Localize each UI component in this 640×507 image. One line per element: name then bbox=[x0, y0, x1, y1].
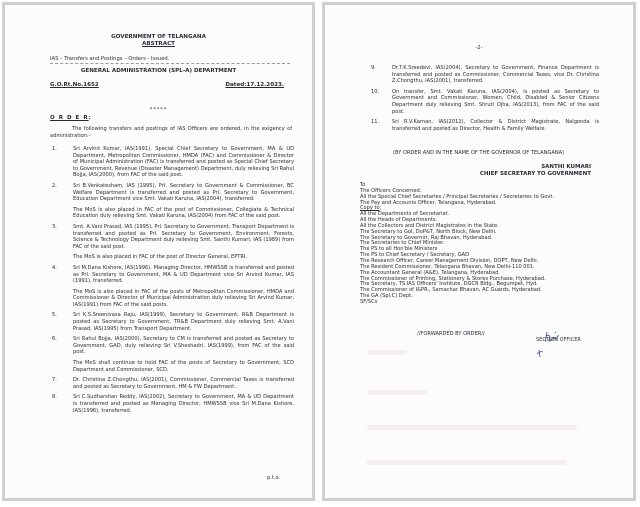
recipient-line: The Accountant General (A&E), Telangana, Hyderabad. bbox=[360, 269, 500, 276]
order-item bbox=[52, 336, 294, 373]
government-heading: GOVERNMENT OF TELANGANA bbox=[111, 34, 206, 40]
recipient-line: The Officers Concerned. bbox=[360, 187, 422, 194]
document-page-2 bbox=[322, 2, 636, 501]
by-order-line: (BY ORDER AND IN THE NAME OF THE GOVERNOR OF TELANGANA) bbox=[393, 150, 565, 156]
order-item bbox=[52, 146, 294, 179]
subject-line: IAS – Transfers and Postings – Orders - Issued. bbox=[50, 56, 170, 62]
item-body bbox=[392, 119, 599, 132]
dated: Dated:17.12.2023. bbox=[225, 82, 284, 88]
recipient-line: The GA (Spl.C) Dept. bbox=[360, 293, 413, 300]
abstract-heading: ABSTRACT bbox=[142, 41, 175, 47]
bleed-through bbox=[367, 350, 407, 355]
item-body bbox=[73, 265, 294, 309]
recipient-line: SF/SCs bbox=[360, 298, 378, 305]
order-intro: The following transfers and postings of IAS Officers are ordered, in the exigency of administration:- bbox=[50, 126, 292, 139]
recipient-line: The Secretary to Governor, Raj Bhavan, Hyderabad. bbox=[360, 234, 493, 241]
item-paragraph: Sri Arvind Kumar, IAS(1991), Special Chief Secretary to Government, MA & UD Department, Metropolitan Commissioner, HMDA (FAC) and Commissioner & Director of Municipal Administration (FAC) is transferred and posted as Special Chief Secretary to Government, Revenue (Disaster Management) Department, duly relieving Sri Rahul Bojja, IAS(2000), from FAC of the said post. bbox=[73, 146, 294, 179]
order-label: O R D E R bbox=[50, 115, 89, 121]
item-number: 1. bbox=[52, 146, 57, 152]
recipient-line: The PS to all Hon'ble Ministers bbox=[360, 246, 438, 253]
item-paragraph: Sri C.Sudharshan Reddy, IAS(2002), Secretary to Government, MA & UD Department is transferred and posted as Managing Director, HMWSSB vice Sri M.Dana Kishore, IAS(1996), transferred. bbox=[73, 394, 294, 414]
item-number: 3. bbox=[52, 223, 57, 230]
recipient-line: The Commissioner of Printing, Stationery & Stores Purchase, Hyderabad. bbox=[360, 275, 546, 282]
distribution-list bbox=[360, 183, 620, 306]
item-number: 10. bbox=[371, 88, 380, 95]
order-items-page-2 bbox=[371, 65, 599, 136]
item-paragraph: Sri R.V.Karnan, IAS(2012), Collector & District Magistrate, Nalgonda is transferred and posted as Director, Health & Family Welfare. bbox=[392, 119, 599, 132]
copy-to-colon: : bbox=[379, 205, 382, 212]
order-item bbox=[371, 65, 599, 85]
item-body bbox=[73, 377, 294, 390]
item-paragraph: Sri M.Dana Kishore, IAS(1996), Managing Director, HMWSSB is transferred and posted as Prl. Secretary to Government, MA & UD Department vice Sri Arvind Kumar, IAS (1991), transferred. bbox=[73, 264, 294, 285]
item-number: 9. bbox=[371, 65, 376, 71]
item-body bbox=[73, 336, 294, 373]
order-item bbox=[52, 394, 294, 414]
item-body bbox=[73, 146, 294, 179]
document-page-1 bbox=[2, 2, 315, 501]
item-number: 2. bbox=[52, 182, 57, 189]
recipient-line: The Research Officer, Career Management Division, DOPT, New Delhi. bbox=[360, 257, 539, 264]
to-recipients bbox=[360, 189, 620, 207]
copy-to-recipients bbox=[360, 212, 620, 306]
recipient-line: The Secretary, TS IAS Officers' Institute, DGCR Bldg., Begumpet, Hyd. bbox=[360, 281, 538, 288]
recipient-line: All the Departments of Secretariat. bbox=[360, 211, 450, 218]
item-body bbox=[392, 89, 599, 115]
recipient-line: The Secretaries to Chief Minister. bbox=[360, 240, 445, 247]
item-body bbox=[73, 312, 294, 332]
item-paragraph: Sri B.Venkatesham, IAS (1995), Prl. Secretary to Government & Commissioner, BC Welfare Department is transferred and posted as Prl. Secretary to Government, Education Department vice Smt. Vakati Karuna, IAS(2004), transferred. bbox=[73, 182, 294, 203]
item-paragraph: Dr. Christina Z.Chongthu, IAS(2001), Commissioner, Commercial Taxes is transferred and posted as Secretary to Government, HM & FW Department. bbox=[73, 377, 294, 390]
order-item bbox=[371, 89, 599, 115]
department-heading: GENERAL ADMINISTRATION (SPL-A) DEPARTMENT bbox=[80, 68, 237, 74]
item-number: 8. bbox=[52, 394, 57, 401]
item-body bbox=[392, 65, 599, 85]
item-paragraph: On transfer, Smt. Vakati Karuna, IAS(2004), is posted as Secretary to Government and Commissioner, Women, Child, Disabled & Senior Citizens Department duly relieving Smt. Shruti Ojha, IAS(2013), from FAC of the said post. bbox=[392, 88, 599, 115]
item-body bbox=[73, 224, 294, 261]
recipient-line: The PS to Chief Secretary / Secretary, GAD bbox=[360, 252, 470, 259]
section-officer: SECTION OFFICER bbox=[536, 337, 581, 343]
recipient-line: All the Heads of Departments. bbox=[360, 217, 438, 224]
item-paragraph: Sri K.S.Sreenivasa Raju, IAS(1999), Secretary to Government, R&B Department is posted as Secretary to Government, TR&B Department duly relieving Smt. A.Vani Prasad, IAS(1995) from Transport Department. bbox=[73, 312, 294, 332]
order-colon: : bbox=[88, 115, 91, 121]
bleed-through bbox=[367, 425, 577, 430]
handwritten-signature-icon bbox=[533, 324, 573, 364]
bleed-through bbox=[367, 390, 427, 395]
recipient-line: The Secretary to GoI, DoP&T, North Block, New Delhi. bbox=[360, 228, 497, 235]
recipient-line: All the Special Chief Secretaries / Principal Secretaries / Secretaries to Govt. bbox=[360, 193, 555, 200]
separator-stars: ***** bbox=[149, 107, 168, 113]
item-number: 6. bbox=[52, 336, 57, 343]
dotted-divider bbox=[50, 63, 290, 64]
item-number: 11. bbox=[371, 119, 380, 126]
recipient-line: The Commissioner of I&PR., Samachar Bhavan, AC Guards, Hyderabad. bbox=[360, 287, 542, 294]
item-paragraph: The MoS shall continue to hold FAC of the posts of Secretary to Government, SCD Department and Commissioner, SCD. bbox=[73, 360, 294, 373]
to-label: To bbox=[360, 182, 366, 188]
signatory-title: CHIEF SECRETARY TO GOVERNMENT bbox=[479, 171, 591, 177]
copy-to-label: Copy to bbox=[360, 205, 380, 212]
recipient-line: All the Collectors and District Magistrates in the State. bbox=[360, 222, 499, 229]
page-number: -2- bbox=[475, 45, 483, 51]
item-paragraph: Dr.T.K.Sreedevi, IAS(2004), Secretary to Government, Finance Department is transferred and posted as Commissioner, Commercial Taxes, vice Dr. Christina Z.Chongthu, IAS(2001), transferred. bbox=[392, 65, 599, 85]
item-number: 7. bbox=[52, 377, 57, 384]
order-items-page-1 bbox=[52, 146, 294, 418]
item-paragraph: The MoS is also placed in FAC of the posts of Metropolitan Commissioner, HMDA and Commissioner & Director of Municipal Administration duly relieving Sri Arvind Kumar, IAS(1991) from FAC of the said posts. bbox=[73, 288, 294, 308]
item-body bbox=[73, 183, 294, 220]
item-number: 5. bbox=[52, 312, 57, 319]
item-paragraph: The MoS is also placed in FAC of the post of Director General, EPTRI. bbox=[73, 254, 248, 261]
go-number: G.O.Rt.No.1652 bbox=[50, 82, 99, 88]
order-item bbox=[52, 183, 294, 220]
order-item bbox=[52, 265, 294, 309]
order-item bbox=[52, 224, 294, 261]
pto-marker: p.t.o. bbox=[267, 475, 280, 481]
order-item bbox=[371, 119, 599, 132]
item-paragraph: The MoS is also placed in FAC of the post of Commissioner, Collegiate & Technical Education duly relieving Smt. Vakati Karuna, IAS(2004) from FAC of the said post. bbox=[73, 206, 294, 220]
order-item bbox=[52, 312, 294, 332]
item-paragraph: Smt. A.Vani Prasad, IAS (1995), Prl. Secretary to Government, Transport Department is transferred and posted as Prl. Secretary to Government, Environment, Forests, Science & Technology Department duly relieving Smt. Santhi Kumari, IAS (1989) from FAC of the said post. bbox=[73, 223, 295, 250]
recipient-line: The Resident Commissioner, Telangana Bhavan, New Delhi-110 001. bbox=[360, 263, 535, 270]
item-paragraph: Sri Rahul Bojja, IAS(2000), Secretary to CM is transferred and posted as Secretary to Government, GAD, duly relieving Sri V.Sheshadri, IAS(1999), from FAC of the said post. bbox=[73, 336, 294, 356]
signatory-name: SANTHI KUMARI bbox=[541, 164, 591, 170]
order-item bbox=[52, 377, 294, 390]
bleed-through bbox=[367, 460, 567, 465]
item-body bbox=[73, 394, 294, 414]
forwarded-by-order: //FORWARDED BY ORDER// bbox=[417, 331, 485, 337]
recipient-line: The Pay and Accounts Officer, Telangana, Hyderabad. bbox=[360, 199, 497, 206]
item-number: 4. bbox=[52, 264, 57, 271]
order-heading bbox=[50, 115, 91, 121]
